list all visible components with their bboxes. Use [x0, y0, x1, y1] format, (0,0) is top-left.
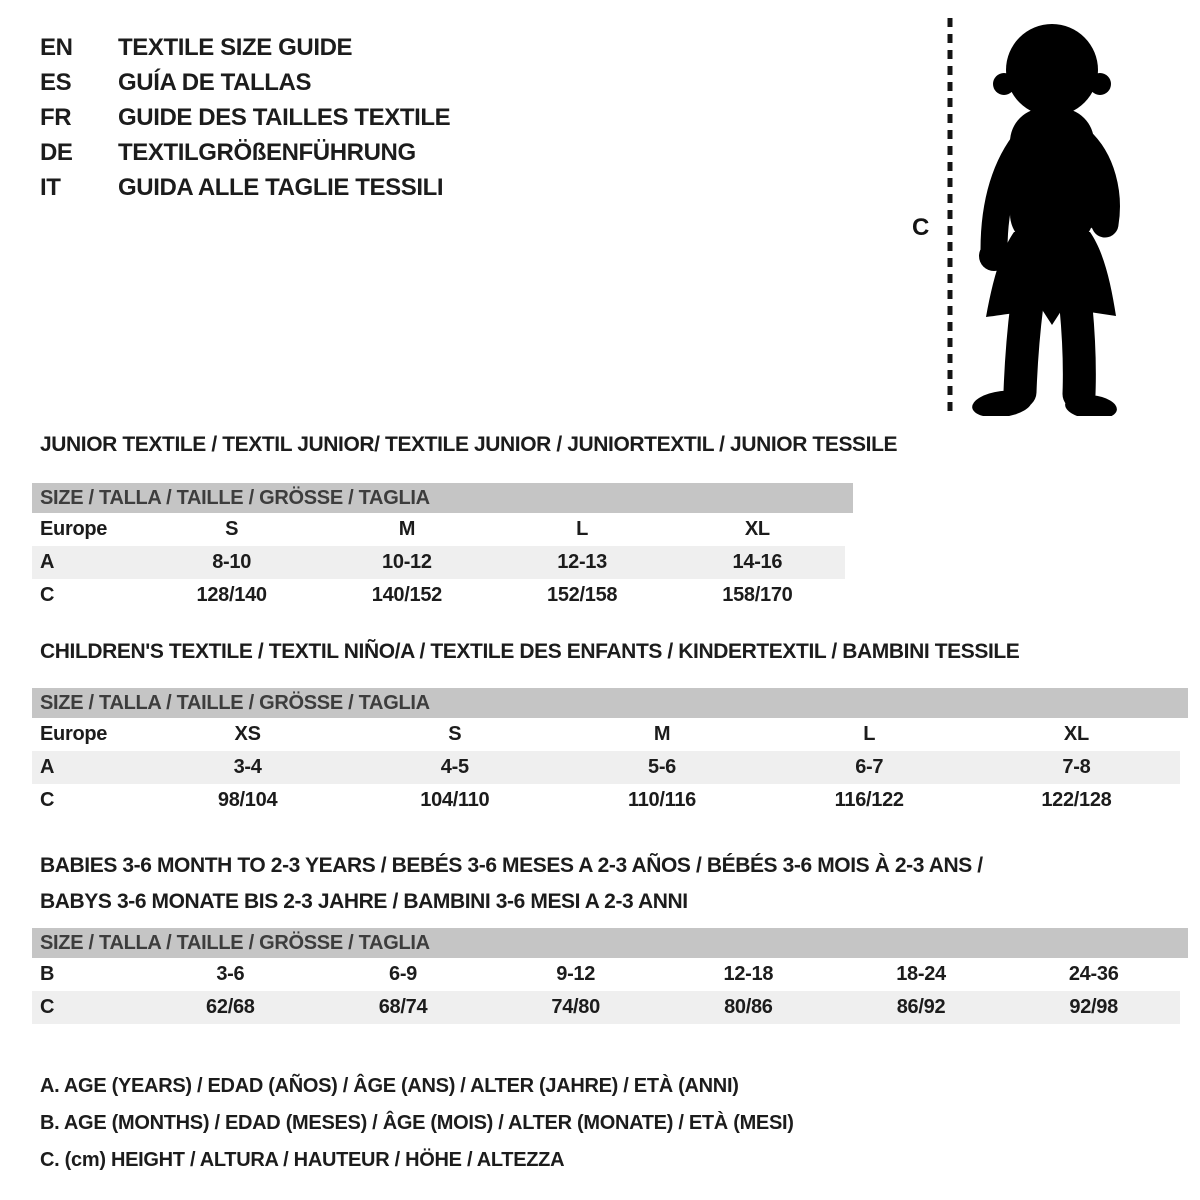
legend — [40, 1068, 794, 1179]
region-label-cell: Europe — [40, 723, 108, 745]
table-row-months — [32, 958, 1180, 991]
value-cell: 9-12 — [556, 963, 596, 985]
language-title: GUIDE DES TAILLES TEXTILE — [118, 103, 451, 131]
section-heading-line1: BABIES 3-6 MONTH TO 2-3 YEARS / BEBÉS 3-6 MESES A 2-3 AÑOS / BÉBÉS 3-6 MOIS À 2-3 ANS / — [40, 854, 983, 877]
value-cell: 12-13 — [557, 551, 607, 573]
section-junior-textile — [32, 433, 897, 612]
column-header-cell: M — [653, 723, 671, 745]
table-row-age — [32, 546, 845, 579]
column-header-cell: L — [576, 518, 589, 540]
column-header-cell: L — [863, 723, 876, 745]
value-cell: 116/122 — [834, 789, 904, 811]
row-label-cell: C — [40, 996, 55, 1018]
language-title: TEXTILE SIZE GUIDE — [118, 33, 353, 61]
size-header-bar: SIZE / TALLA / TAILLE / GRÖSSE / TAGLIA — [32, 688, 1188, 718]
value-cell: 68/74 — [378, 996, 428, 1018]
value-cell: 152/158 — [547, 584, 618, 606]
column-header-cell: XL — [1063, 723, 1089, 745]
language-row-es — [40, 65, 450, 100]
legend-line-a: A. AGE (YEARS) / EDAD (AÑOS) / ÂGE (ANS) / ALTER (JAHRE) / ETÀ (ANNI) — [40, 1075, 739, 1097]
size-header-bar: SIZE / TALLA / TAILLE / GRÖSSE / TAGLIA — [32, 483, 853, 513]
region-label-cell: Europe — [40, 518, 108, 540]
section-heading-line2: BABYS 3-6 MONATE BIS 2-3 JAHRE / BAMBINI 3-6 MESI A 2-3 ANNI — [40, 890, 688, 913]
value-cell: 10-12 — [382, 551, 432, 573]
value-cell: 6-9 — [389, 963, 418, 985]
table-row-height — [32, 991, 1180, 1024]
language-code: IT — [40, 173, 61, 201]
language-row-it — [40, 170, 450, 205]
column-header-cell: M — [398, 518, 416, 540]
value-cell: 4-5 — [440, 756, 469, 778]
value-cell: 7-8 — [1062, 756, 1091, 778]
value-cell: 104/110 — [420, 789, 490, 811]
baby-ear-right — [1089, 73, 1111, 95]
column-header-cell: XL — [744, 518, 770, 540]
value-cell: 14-16 — [732, 551, 783, 573]
value-cell: 5-6 — [648, 756, 677, 778]
language-row-en — [40, 30, 450, 65]
section-babies — [32, 848, 1188, 1024]
value-cell: 122/128 — [1041, 789, 1112, 811]
section-heading: CHILDREN'S TEXTILE / TEXTIL NIÑO/A / TEXTILE DES ENFANTS / KINDERTEXTIL / BAMBINI TESSILE — [40, 640, 1020, 663]
baby-ear-left — [993, 73, 1015, 95]
value-cell: 92/98 — [1069, 996, 1118, 1018]
row-label-cell: C — [40, 789, 55, 811]
language-row-fr — [40, 100, 450, 135]
legend-line-c: C. (cm) HEIGHT / ALTURA / HAUTEUR / HÖHE / ALTEZZA — [40, 1149, 565, 1171]
row-label-cell: A — [40, 756, 55, 778]
column-header-row — [32, 513, 845, 546]
value-cell: 80/86 — [724, 996, 773, 1018]
language-title: GUIDA ALLE TAGLIE TESSILI — [118, 173, 444, 201]
column-header-cell: XS — [234, 723, 261, 745]
value-cell: 3-4 — [233, 756, 262, 778]
value-cell: 24-36 — [1068, 963, 1119, 985]
value-cell: 62/68 — [206, 996, 255, 1018]
value-cell: 86/92 — [896, 996, 946, 1018]
column-header-cell: S — [225, 518, 239, 540]
baby-fist-right — [1056, 185, 1082, 211]
language-title-list — [40, 30, 450, 205]
row-label-cell: C — [40, 584, 55, 606]
section-heading: JUNIOR TEXTILE / TEXTIL JUNIOR/ TEXTILE JUNIOR / JUNIORTEXTIL / JUNIOR TESSILE — [40, 433, 898, 456]
value-cell: 12-18 — [723, 963, 774, 985]
table-row-age — [32, 751, 1180, 784]
value-cell: 6-7 — [855, 756, 884, 778]
table-row-height — [32, 784, 1180, 817]
baby-leg-right — [1076, 307, 1079, 394]
legend-line-b: B. AGE (MONTHS) / EDAD (MESES) / ÂGE (MOIS) / ALTER (MONATE) / ETÀ (MESI) — [40, 1112, 794, 1134]
value-cell: 158/170 — [722, 584, 793, 606]
toddler-figure — [971, 24, 1118, 416]
language-code: FR — [40, 103, 72, 131]
toddler-silhouette-icon — [930, 12, 1160, 416]
height-measure-label: C — [912, 214, 930, 241]
row-label-cell: A — [40, 551, 55, 573]
language-row-de — [40, 135, 450, 170]
value-cell: 98/104 — [217, 789, 278, 811]
language-title: TEXTILGRÖßENFÜHRUNG — [118, 138, 416, 166]
language-code: ES — [40, 68, 72, 96]
column-header-row — [32, 718, 1180, 751]
language-code: EN — [40, 33, 73, 61]
value-cell: 8-10 — [212, 551, 252, 573]
baby-leg-left — [1020, 304, 1027, 392]
value-cell: 128/140 — [196, 584, 267, 606]
value-cell: 110/116 — [628, 789, 696, 811]
section-childrens-textile — [32, 640, 1188, 817]
language-code: DE — [40, 138, 73, 166]
value-cell: 18-24 — [896, 963, 946, 985]
baby-head — [1006, 24, 1098, 116]
row-label-cell: B — [40, 963, 55, 985]
table-row-height — [32, 579, 845, 612]
value-cell: 3-6 — [216, 963, 245, 985]
size-header-bar: SIZE / TALLA / TAILLE / GRÖSSE / TAGLIA — [32, 928, 1188, 958]
column-header-cell: S — [448, 723, 462, 745]
value-cell: 74/80 — [551, 996, 600, 1018]
language-title: GUÍA DE TALLAS — [118, 68, 312, 96]
value-cell: 140/152 — [371, 584, 442, 606]
